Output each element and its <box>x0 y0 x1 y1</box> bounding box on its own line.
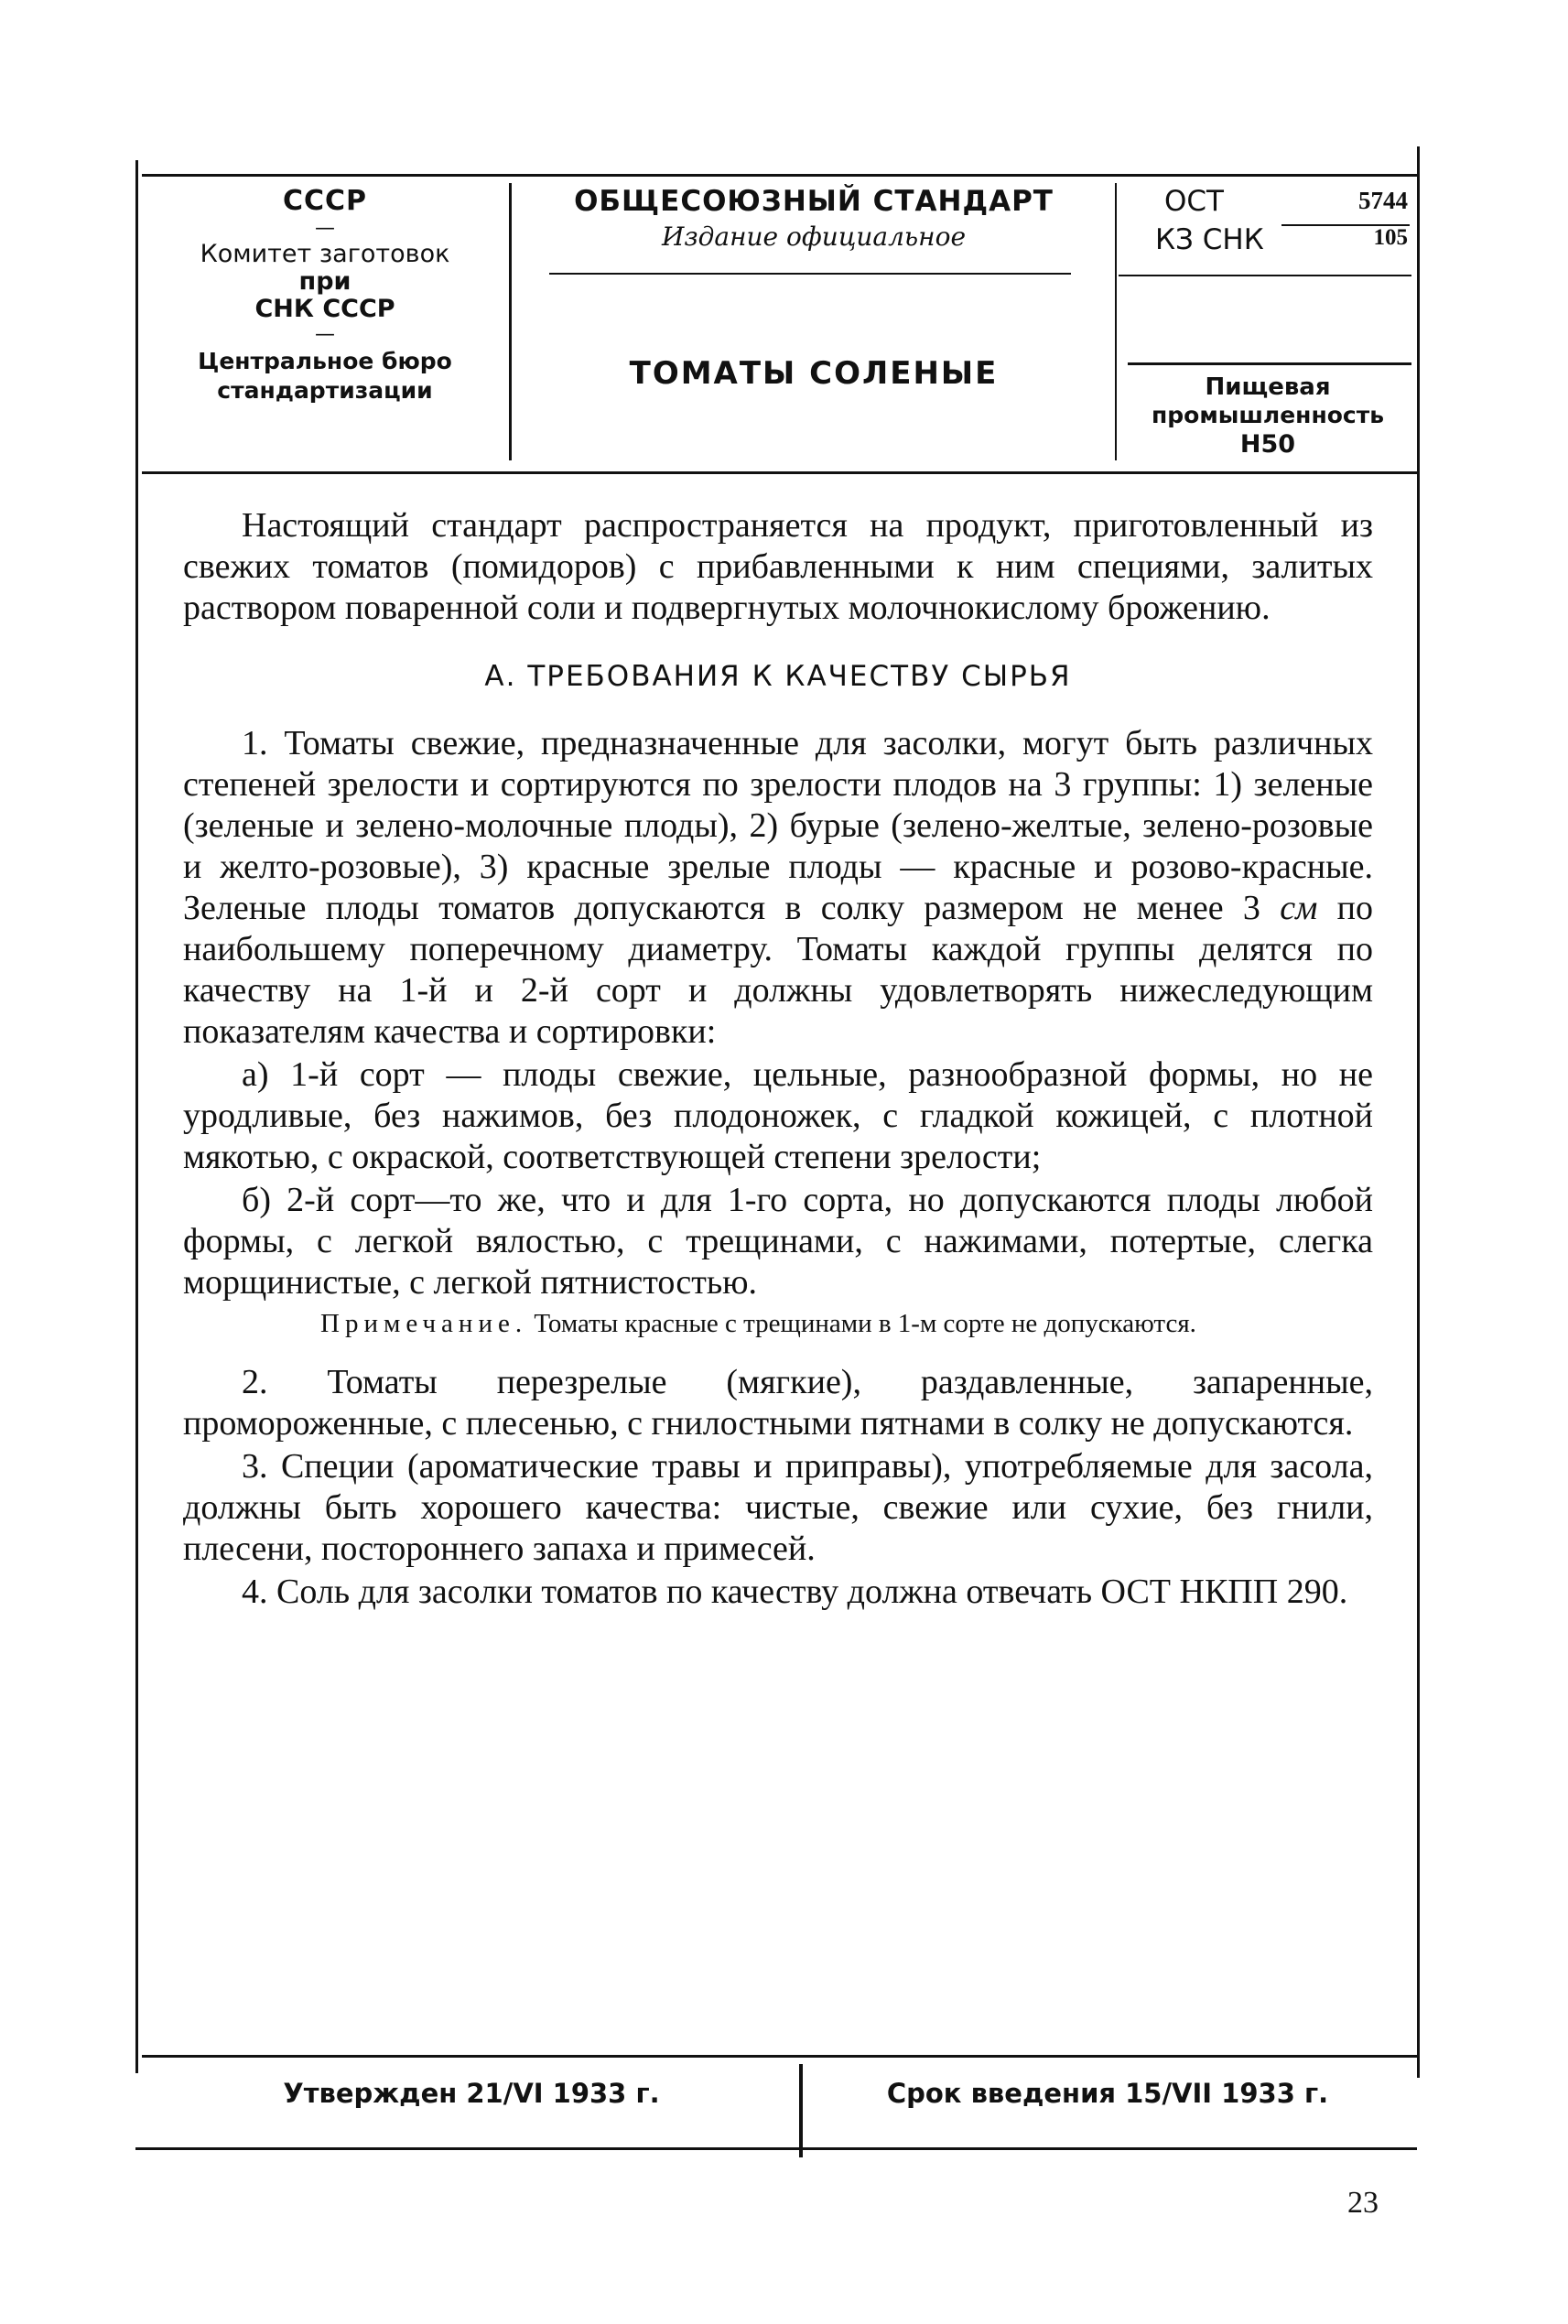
ks-number: 105 <box>1373 225 1408 250</box>
section-a-heading: А. ТРЕБОВАНИЯ К КАЧЕСТВУ СЫРЬЯ <box>484 660 1072 693</box>
item-1-unit: см <box>1280 889 1318 927</box>
ks-row <box>1119 222 1417 262</box>
header-separator-right <box>1115 183 1117 460</box>
standard-title: ОБЩЕСОЮЗНЫЙ СТАНДАРТ <box>574 185 1054 218</box>
header-bottom-rule <box>142 471 1417 474</box>
org-bureau-line2: стандартизации <box>217 377 433 404</box>
org-bureau-line1: Центральное бюро <box>198 348 452 374</box>
document-body <box>183 505 1373 1613</box>
industry-line1: Пищевая <box>1205 373 1331 401</box>
approval-date: Утвержден 21/VI 1933 г. <box>283 2078 660 2109</box>
item-4-paragraph: 4. Соль для засолки томатов по качеству должна отвечать ОСТ НКПП 290. <box>242 1573 1348 1611</box>
org-dash-2: — <box>315 323 335 346</box>
item-2-paragraph: 2. Томаты перезрелые (мягкие), раздавленные, запаренные, промороженные, с плесенью, с гнилостными пятнами в солку не допускаются. <box>183 1363 1373 1443</box>
standard-edition: Издание официальное <box>661 222 967 252</box>
header-code-cell <box>1119 181 1417 459</box>
title-divider <box>549 273 1071 275</box>
product-name: ТОМАТЫ СОЛЕНЫЕ <box>629 355 999 392</box>
frame-right-line <box>1417 146 1420 2078</box>
footer-separator <box>799 2064 803 2157</box>
code-divider-2 <box>1128 362 1411 365</box>
footer-top-rule <box>142 2055 1417 2058</box>
header-title-cell <box>513 181 1115 392</box>
org-country: СССР <box>282 185 368 217</box>
ost-number: 5744 <box>1358 187 1408 214</box>
ost-row <box>1119 181 1417 222</box>
note-text: Томаты красные с трещинами в 1-м сорте не допускаются. <box>534 1309 1196 1338</box>
header-organization-cell <box>146 181 503 405</box>
item-3-paragraph: 3. Специи (ароматические травы и приправы), употребляемые для засола, должны быть хорошего качества: чистые, свежие или сухие, без гнили, плесени, постороннего запаха и примесей. <box>183 1447 1373 1568</box>
org-committee-line1: Комитет заготовок <box>200 240 450 268</box>
item-1b-paragraph: б) 2-й сорт—то же, что и для 1-го сорта, но допускаются плоды любой формы, с легкой вялостью, с трещинами, с нажимами, потертые, слегка морщинистые, с легкой пятнистостью. <box>183 1181 1373 1302</box>
item-1-paragraph <box>183 723 1373 1053</box>
effective-date: Срок введения 15/VII 1933 г. <box>886 2078 1329 2109</box>
intro-paragraph: Настоящий стандарт распространяется на продукт, приготовленный из свежих томатов (помидоров) с прибавленными к ним специями, залитых раствором поваренной соли и подвергнутых молочнокислому брожению. <box>183 506 1373 627</box>
org-committee-line3: СНК СССР <box>254 295 395 323</box>
footer-bottom-rule <box>135 2147 1417 2150</box>
note-paragraph <box>183 1307 1373 1340</box>
ost-label: ОСТ <box>1164 185 1224 218</box>
header-top-rule <box>142 174 1417 177</box>
item-1-rest: по наибольшему поперечному диаметру. Томаты каждой группы делятся по качеству на 1-й и 2-й сорт и должны удовлетворять нижеследующим показателям качества и сортировки: <box>183 889 1374 1051</box>
note-label: Примечание. <box>320 1309 528 1338</box>
industry-block <box>1119 373 1417 459</box>
page-number: 23 <box>1347 2186 1379 2220</box>
frame-left-line <box>135 160 138 2073</box>
org-committee-line2: при <box>298 267 351 296</box>
item-1a-paragraph: а) 1-й сорт — плоды свежие, цельные, разнообразной формы, но не уродливые, без нажимов, без плодоножек, с гладкой кожицей, с плотной мякотью, с окраской, соответствующей степени зрелости; <box>183 1055 1373 1176</box>
item-1-text: 1. Томаты свежие, предназначенные для засолки, могут быть различных степеней зрелости и сортируются по зрелости плодов на 3 группы: 1) зеленые (зеленые и зелено-молочные плоды), 2) бурые (зелено-желтые, зелено-розовые и желто-розовые), 3) красные зрелые плоды — красные и розово-красные. Зеленые плоды томатов допускаются в солку размером не менее 3 <box>183 724 1373 927</box>
code-divider-1 <box>1119 275 1411 276</box>
industry-code: Н50 <box>1239 430 1296 459</box>
industry-line2: промышленность <box>1151 402 1385 428</box>
org-dash-1: — <box>315 217 335 240</box>
ks-label: КЗ СНК <box>1155 223 1264 256</box>
header-separator-left <box>509 183 512 460</box>
